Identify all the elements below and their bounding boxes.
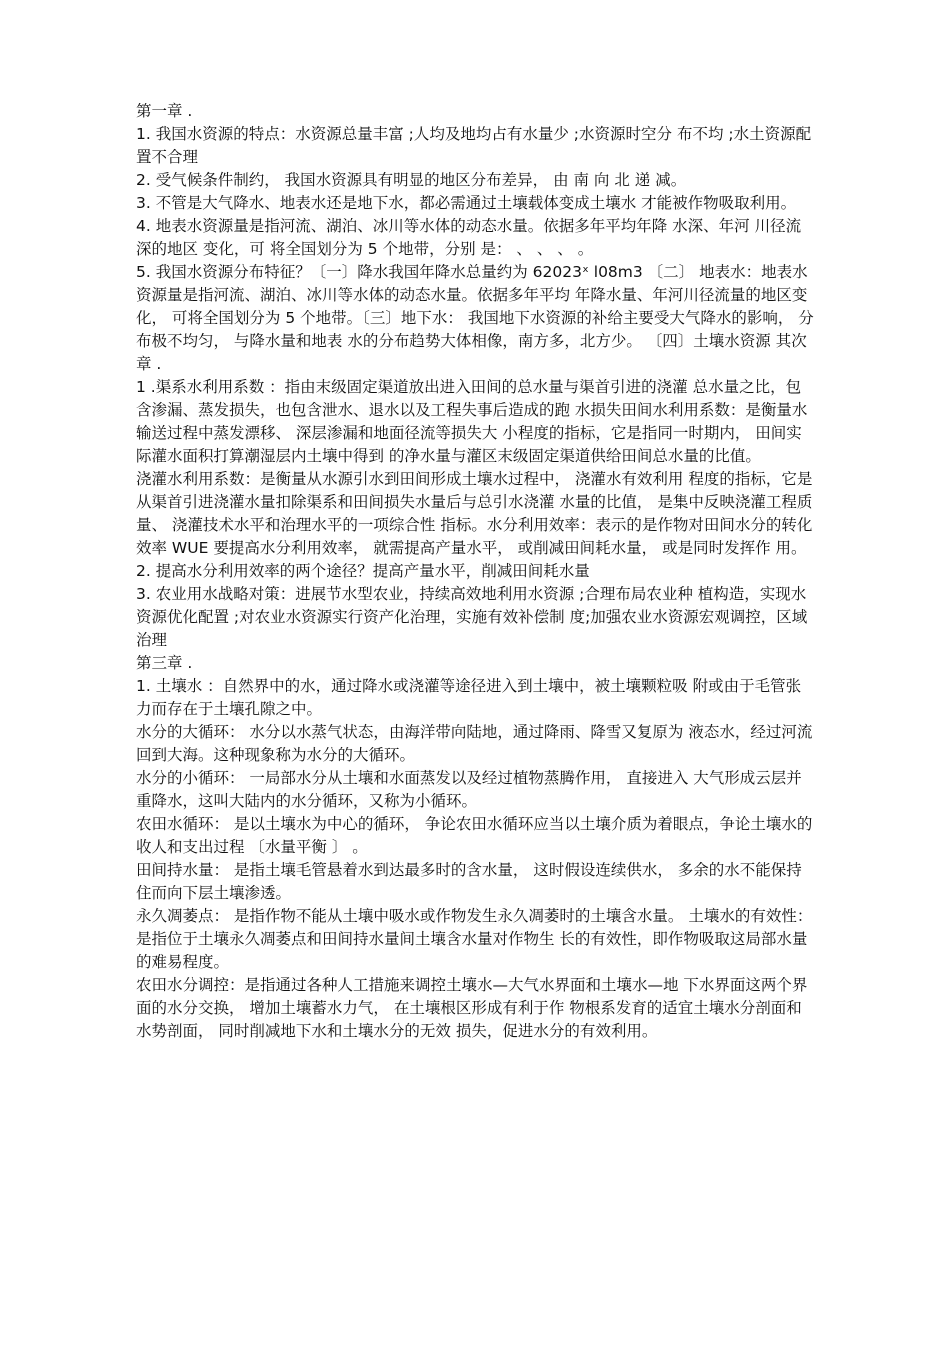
paragraph-field-capacity: 田间持水量： 是指土壤毛管悬着水到达最多时的含水量， 这时假设连续供水， 多余的水不能保持住而向下层土壤渗透。 [136,861,802,902]
paragraph-irrigation-water-coefficient: 浇灌水利用系数：是衡量从水源引水到田间形成土壤水过程中， 浇灌水有效利用 程度的指标，它是从渠首引进浇灌水量扣除渠系和田间损失水量后与总引水浇灌 水量的比值， 是集中反映浇灌工程质量、 浇灌技术水平和治理水平的一项综合性 指标。水分利用效率：表示的是作物对田间水分的转化效率 WUE 要提高水分利用效率， 就需提高产量水平， 或削减田间耗水量， 或是同时发挥作 用。 [136,470,813,557]
paragraph-wilting-point: 永久凋萎点： 是指作物不能从土壤中吸水或作物发生永久凋萎时的土壤含水量。 土壤水的有效性：是指位于土壤永久凋萎点和田间持水量间土壤含水量对作物生 长的有效性，即作物吸取这局部水量的难易程度。 [136,907,813,971]
paragraph-soil-water-definition: 1. 土壤水 ：自然界中的水，通过降水或浇灌等途径进入到土壤中，被土壤颗粒吸 附或由于毛管张力而存在于土壤孔隙之中。 [136,677,802,718]
paragraph-farmland-water-cycle: 农田水循环： 是以土壤水为中心的循环， 争论农田水循环应当以土壤介质为着眼点，争论土壤水的收人和支出过程 〔水量平衡 〕 。 [136,815,813,856]
paragraph-climate-distribution: 2. 受气候条件制约， 我国水资源具有明显的地区分布差异， 由 南 向 北 递 减。 [136,171,687,189]
paragraph-water-resource-features: 1. 我国水资源的特点：水资源总量丰富 ;人均及地均占有水量少 ;水资源时空分 布不均 ;水土资源配置不合理 [136,125,812,166]
paragraph-efficiency-paths: 2. 提高水分利用效率的两个途径？提高产量水平，削减田间耗水量 [136,562,590,580]
paragraph-canal-water-coefficient: 1 .渠系水利用系数 ：指由末级固定渠道放出进入田间的总水量与渠首引进的浇灌 总水量之比，包含渗漏、蒸发损失，也包含泄水、退水以及工程失事后造成的跑 水损失田间水利用系数：是衡量水输送过程中蒸发漂移、 深层渗漏和地面径流等损失大 小程度的指标，它是指同一时期内， 田间实际灌水面积打算潮湿层内土壤中得到 的净水量与灌区末级固定渠道供给田间总水量的比值。 [136,378,808,465]
paragraph-farmland-water-regulation: 农田水分调控：是指通过各种人工措施来调控土壤水—大气水界面和土壤水—地 下水界面这两个界面的水分交换， 增加土壤蓄水力气， 在土壤根区形成有利于作 物根系发育的适宜土壤水分剖面和水势剖面， 同时削减地下水和土壤水分的无效 损失，促进水分的有效利用。 [136,976,808,1040]
paragraph-small-water-cycle: 水分的小循环： 一局部水分从土壤和水面蒸发以及经过植物蒸腾作用， 直接进入 大气形成云层并重降水，这叫大陆内的水分循环，又称为小循环。 [136,769,802,810]
paragraph-large-water-cycle: 水分的大循环： 水分以水蒸气状态，由海洋带向陆地，通过降雨、降雪又复原为 液态水，经过河流回到大海。这种现象称为水分的大循环。 [136,723,813,764]
paragraph-soil-water-carrier: 3. 不管是大气降水、地表水还是地下水，都必需通过土壤载体变成土壤水 才能被作物吸取利用。 [136,194,797,212]
paragraph-distribution-characteristics: 5. 我国水资源分布特征？〔一〕降水我国年降水总量约为 62023ˣ l08m3 〔二〕 地表水：地表水资源量是指河流、湖泊、冰川等水体的动态水量。依据多年平均 年降水量、年河川径流量的地区变化， 可将全国划分为 5 个地带。〔三〕地下水： 我国地下水资源的补给主要受大气降水的影响， 分布极不均匀， 与降水量和地表 水的分布趋势大体相像，南方多，北方少。 〔四〕土壤水资源 其次章 . [136,263,814,373]
chapter-3-heading: 第三章 . [136,654,193,672]
paragraph-agricultural-strategy: 3. 农业用水战略对策：进展节水型农业，持续高效地利用水资源 ;合理布局农业种 植构造，实现水资源优化配置 ;对农业水资源实行资产化治理，实施有效补偿制 度;加强农业水资源宏观调控，区域治理 [136,585,808,649]
paragraph-surface-water-zones: 4. 地表水资源量是指河流、湖泊、冰川等水体的动态水量。依据多年平均年降 水深、年河 川径流 深的地区 变化，可 将全国划分为 5 个地带，分别 是： 、 、 、 。 [136,217,802,258]
document-page [136,100,816,1043]
chapter-1-heading: 第一章 . [136,102,193,120]
